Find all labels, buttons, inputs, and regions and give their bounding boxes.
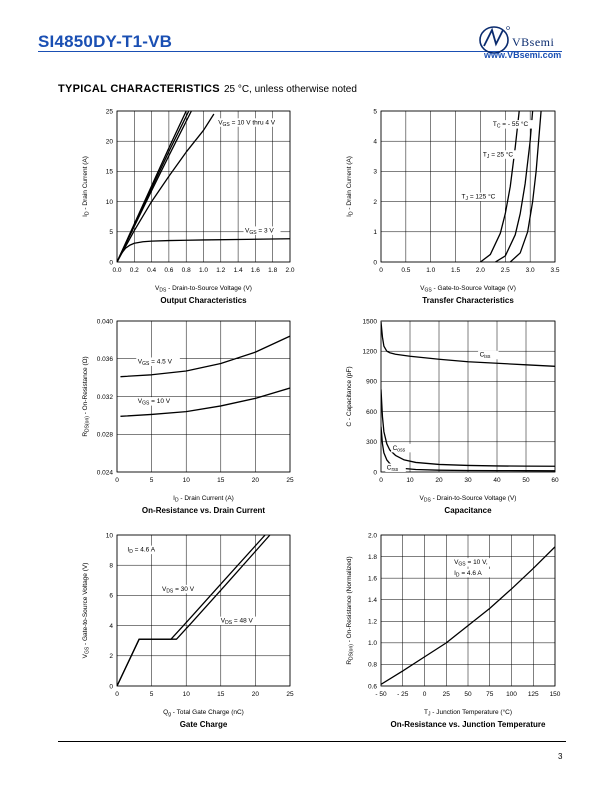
- x-tick-label: 10: [182, 691, 190, 698]
- x-tick-label: 1.5: [451, 267, 461, 274]
- chart-title: On-Resistance vs. Drain Current: [141, 506, 266, 515]
- x-tick-label: 1.0: [426, 267, 436, 274]
- y-tick-label: 15: [105, 168, 113, 176]
- x-tick-label: 0.6: [164, 267, 174, 274]
- y-tick-label: 1500: [362, 318, 377, 326]
- annotation-1: $T_J = 25$ °C: [482, 151, 514, 160]
- annotation-0: $V_{GS} = 10$ V thru 4 V: [218, 119, 276, 128]
- series-line-0: [117, 535, 265, 686]
- series-line-0: [120, 336, 290, 377]
- y-tick-label: 2.0: [367, 532, 377, 540]
- y-tick-label: 20: [105, 138, 113, 146]
- chart-title: Output Characteristics: [160, 296, 247, 305]
- x-tick-label: 150: [549, 691, 561, 698]
- annotation-0: $I_D = 4.6$ A: [127, 546, 156, 556]
- y-tick-label: 600: [366, 408, 377, 416]
- x-tick-label: 20: [435, 477, 443, 484]
- x-tick-label: 0: [115, 691, 119, 698]
- x-tick-label: 0.0: [112, 267, 122, 274]
- chart-capacitance: [346, 318, 559, 515]
- y-tick-label: 6: [109, 592, 113, 600]
- x-tick-label: 100: [506, 691, 517, 698]
- x-tick-label: 5: [149, 691, 154, 698]
- x-tick-label: 30: [464, 477, 472, 484]
- annotation-1: $V_{GS} = 10$ V: [137, 398, 171, 407]
- y-tick-label: 10: [105, 532, 113, 540]
- y-tick-label: 1200: [362, 348, 377, 356]
- y-axis-label: $R_{DS(on)}$ - On-Resistance (Normalized): [346, 556, 355, 665]
- annotation-1: $V_{DS} = 30$ V: [161, 585, 195, 595]
- x-tick-label: 5: [149, 477, 154, 484]
- x-tick-label: 3.5: [550, 267, 560, 274]
- plot-frame: [381, 111, 555, 262]
- x-tick-label: 15: [217, 691, 225, 698]
- chart-onres: [82, 318, 294, 515]
- y-tick-label: 0.024: [96, 469, 113, 477]
- x-tick-label: 0: [379, 267, 383, 274]
- annotation-0: $V_{GS} = 4.5$ V: [137, 358, 172, 367]
- y-tick-label: 4: [109, 622, 113, 630]
- x-tick-label: 10: [406, 477, 414, 484]
- x-tick-label: 0: [422, 691, 427, 698]
- x-tick-label: 20: [251, 691, 260, 698]
- x-tick-label: - 50: [375, 691, 387, 698]
- y-tick-label: 8: [109, 562, 113, 570]
- x-tick-label: 0.2: [129, 267, 139, 274]
- chart-title: Gate Charge: [179, 720, 228, 729]
- y-tick-label: 1.4: [367, 597, 377, 605]
- y-axis-label-group: [346, 366, 353, 426]
- brand-name: VBsemi: [512, 35, 555, 49]
- x-tick-label: 2.5: [500, 267, 510, 274]
- y-tick-label: 0.036: [96, 356, 113, 364]
- chart-title: On-Resistance vs. Junction Temperature: [390, 720, 546, 729]
- chart-output: [82, 108, 295, 305]
- y-axis-label-group: [82, 356, 91, 436]
- y-tick-label: 2: [373, 198, 377, 206]
- y-tick-label: 4: [373, 138, 377, 146]
- x-tick-label: 3.0: [525, 267, 535, 274]
- x-tick-label: 75: [486, 691, 494, 698]
- x-axis-label: $T_J$ - Junction Temperature (°C): [423, 709, 513, 718]
- x-tick-label: 1.6: [250, 267, 260, 274]
- x-tick-label: 25: [442, 691, 450, 698]
- y-axis-label-group: [346, 156, 355, 217]
- x-tick-label: 15: [217, 477, 225, 484]
- y-tick-label: 5: [373, 108, 377, 116]
- x-axis-label: $V_{DS}$ - Drain-to-Source Voltage (V): [419, 495, 517, 504]
- x-tick-label: 50: [464, 691, 472, 698]
- chart-transfer: [346, 108, 560, 305]
- y-tick-label: 25: [105, 108, 113, 116]
- x-tick-label: 1.4: [233, 267, 243, 274]
- x-tick-label: 25: [286, 477, 294, 484]
- y-tick-label: 0: [109, 683, 113, 691]
- y-axis-label: $I_D$ - Drain Current (A): [82, 156, 91, 217]
- y-tick-label: 900: [366, 378, 377, 386]
- x-axis-label: $Q_g$ - Total Gate Charge (nC): [163, 709, 244, 718]
- x-tick-label: 40: [493, 477, 501, 484]
- y-tick-label: 1: [373, 229, 377, 237]
- annotation-2: $T_J = 125$ °C: [461, 193, 496, 203]
- x-axis-label: $V_{DS}$ - Drain-to-Source Voltage (V): [155, 285, 252, 294]
- x-tick-label: 0: [379, 477, 383, 484]
- brand-url: www.VBsemi.com: [484, 50, 562, 60]
- y-axis-label: $V_{GS}$ - Gate-to-Source Voltage (V): [82, 562, 91, 659]
- y-tick-label: 0: [109, 259, 113, 267]
- x-tick-label: 20: [251, 477, 260, 484]
- y-tick-label: 1.8: [367, 553, 377, 561]
- x-tick-label: 2.0: [475, 267, 485, 274]
- x-tick-label: 60: [551, 477, 559, 484]
- x-tick-label: 50: [522, 477, 530, 484]
- plot-frame: [117, 535, 290, 686]
- x-axis-label: $V_{GS}$ - Gate-to-Source Voltage (V): [420, 285, 516, 294]
- annotation-2: $V_{DS} = 48$ V: [220, 617, 253, 627]
- x-tick-label: 1.0: [198, 267, 209, 274]
- y-axis-label: $R_{DS(on)}$ - On-Resistance (Ω): [82, 356, 91, 437]
- y-tick-label: 10: [105, 198, 113, 206]
- chart-title: Transfer Characteristics: [422, 296, 514, 305]
- y-tick-label: 300: [366, 439, 377, 447]
- y-tick-label: 1.2: [367, 618, 377, 626]
- annotation-1: $C_{oss}$: [392, 444, 406, 454]
- y-tick-label: 0.6: [367, 683, 377, 691]
- y-tick-label: 0.028: [96, 431, 113, 439]
- footer-rule: [58, 741, 566, 742]
- y-tick-label: 0.040: [96, 318, 113, 326]
- x-tick-label: 125: [527, 691, 539, 698]
- y-axis-label-group: [346, 556, 355, 664]
- y-tick-label: 1.6: [367, 575, 377, 583]
- chart-gatecharge: [82, 532, 294, 729]
- y-tick-label: 0: [373, 259, 377, 267]
- x-tick-label: 10: [182, 477, 190, 484]
- annotation-0: $V_{GS} = 10$ V,: [454, 559, 488, 568]
- x-tick-label: 1.2: [216, 267, 226, 274]
- series-line-2: [510, 111, 541, 262]
- y-tick-label: 0.8: [367, 661, 377, 669]
- series-line-2: [117, 111, 191, 262]
- y-axis-label: $I_D$ - Drain Current (A): [346, 156, 355, 217]
- y-tick-label: 3: [373, 168, 377, 176]
- x-tick-label: 0.4: [147, 267, 157, 274]
- x-axis-label: $I_D$ - Drain Current (A): [173, 495, 234, 504]
- y-tick-label: 2: [109, 653, 113, 661]
- annotation-1: $V_{GS} = 3$ V: [245, 227, 274, 236]
- y-tick-label: 1.0: [367, 640, 377, 648]
- annotation-0: $C_{iss}$: [479, 351, 491, 361]
- annotation-2: $C_{rss}$: [386, 464, 399, 473]
- y-tick-label: 0: [373, 469, 377, 477]
- section-title: TYPICAL CHARACTERISTICS: [58, 83, 220, 95]
- page-number: 3: [558, 752, 563, 761]
- x-tick-label: 0.5: [401, 267, 411, 274]
- y-tick-label: 5: [109, 229, 113, 237]
- chart-onrestemp: [346, 532, 561, 729]
- annotation-0: $T_C$ = - 55 °C: [492, 121, 529, 130]
- y-axis-label-group: [82, 156, 91, 217]
- section-subtitle: 25 °C, unless otherwise noted: [223, 84, 357, 95]
- x-tick-label: - 25: [397, 691, 409, 698]
- series-line-1: [117, 535, 270, 686]
- series-line-1: [492, 111, 532, 262]
- x-tick-label: 0: [115, 477, 119, 484]
- y-axis-label-group: [82, 563, 91, 659]
- annotation-1: $I_D = 4.6$ A: [454, 569, 482, 579]
- y-tick-label: 0.032: [96, 393, 113, 401]
- x-tick-label: 25: [286, 691, 294, 698]
- x-tick-label: 0.8: [181, 267, 191, 274]
- chart-title: Capacitance: [444, 506, 492, 515]
- y-axis-label: C - Capacitance (pF): [346, 366, 353, 427]
- x-tick-label: 1.8: [268, 267, 278, 274]
- part-number: SI4850DY-T1-VB: [38, 32, 173, 51]
- x-tick-label: 2.0: [285, 267, 295, 274]
